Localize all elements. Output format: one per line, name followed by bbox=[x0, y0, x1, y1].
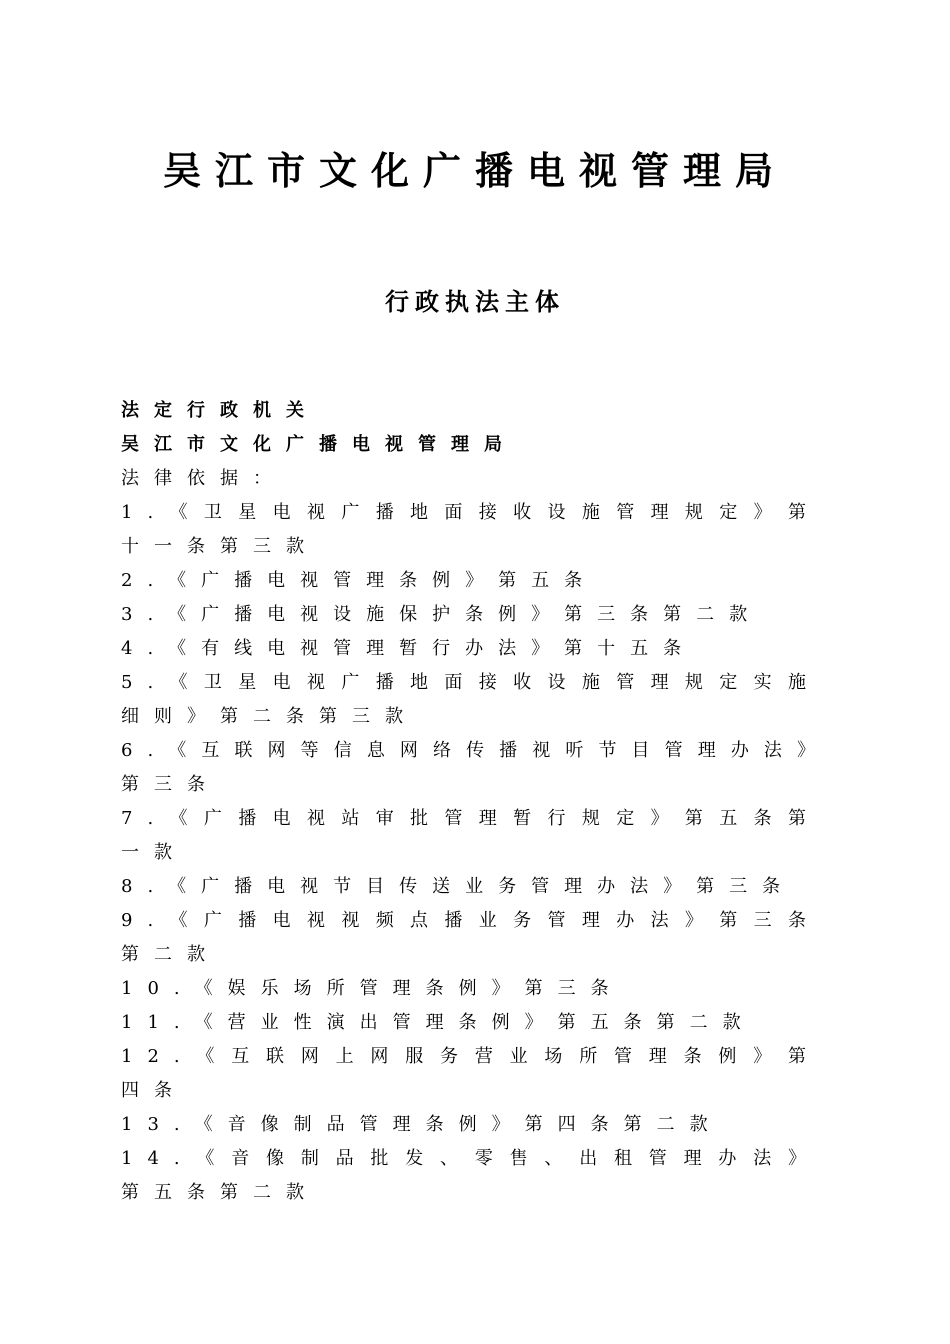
legal-basis-item: 4.《有线电视管理暂行办法》第十五条 bbox=[121, 638, 697, 659]
authority-name: 吴江市文化广播电视管理局 bbox=[121, 434, 517, 455]
page-title: 吴江市文化广播电视管理局 bbox=[162, 148, 787, 193]
document-body bbox=[121, 394, 821, 1210]
legal-basis-item: 9.《广播电视视频点播业务管理办法》第三条第二款 bbox=[121, 910, 821, 965]
legal-basis-item: 8.《广播电视节目传送业务管理办法》第三条 bbox=[121, 876, 796, 897]
legal-basis-item: 1.《卫星电视广播地面接收设施管理规定》第十一条第三款 bbox=[121, 502, 821, 557]
legal-basis-item: 11.《营业性演出管理条例》第五条第二款 bbox=[121, 1012, 756, 1033]
legal-basis-item: 12.《互联网上网服务营业场所管理条例》第四条 bbox=[121, 1046, 821, 1101]
legal-basis-item: 2.《广播电视管理条例》第五条 bbox=[121, 570, 598, 591]
legal-basis-item: 10.《娱乐场所管理条例》第三条 bbox=[121, 978, 624, 999]
legal-basis-item: 5.《卫星电视广播地面接收设施管理规定实施细则》第二条第三款 bbox=[121, 672, 821, 727]
legal-basis-item: 6.《互联网等信息网络传播视听节目管理办法》第三条 bbox=[121, 740, 821, 795]
legal-basis-item: 14.《音像制品批发、零售、出租管理办法》第五条第二款 bbox=[121, 1148, 821, 1203]
legal-basis-heading: 法律依据： bbox=[121, 468, 286, 489]
legal-basis-item: 13.《音像制品管理条例》第四条第二款 bbox=[121, 1114, 723, 1135]
legal-basis-item: 7.《广播电视站审批管理暂行规定》第五条第一款 bbox=[121, 808, 821, 863]
authority-heading: 法定行政机关 bbox=[121, 400, 319, 421]
legal-basis-list bbox=[121, 496, 821, 1210]
legal-basis-item: 3.《广播电视设施保护条例》第三条第二款 bbox=[121, 604, 763, 625]
section-title: 行政执法主体 bbox=[385, 287, 565, 316]
